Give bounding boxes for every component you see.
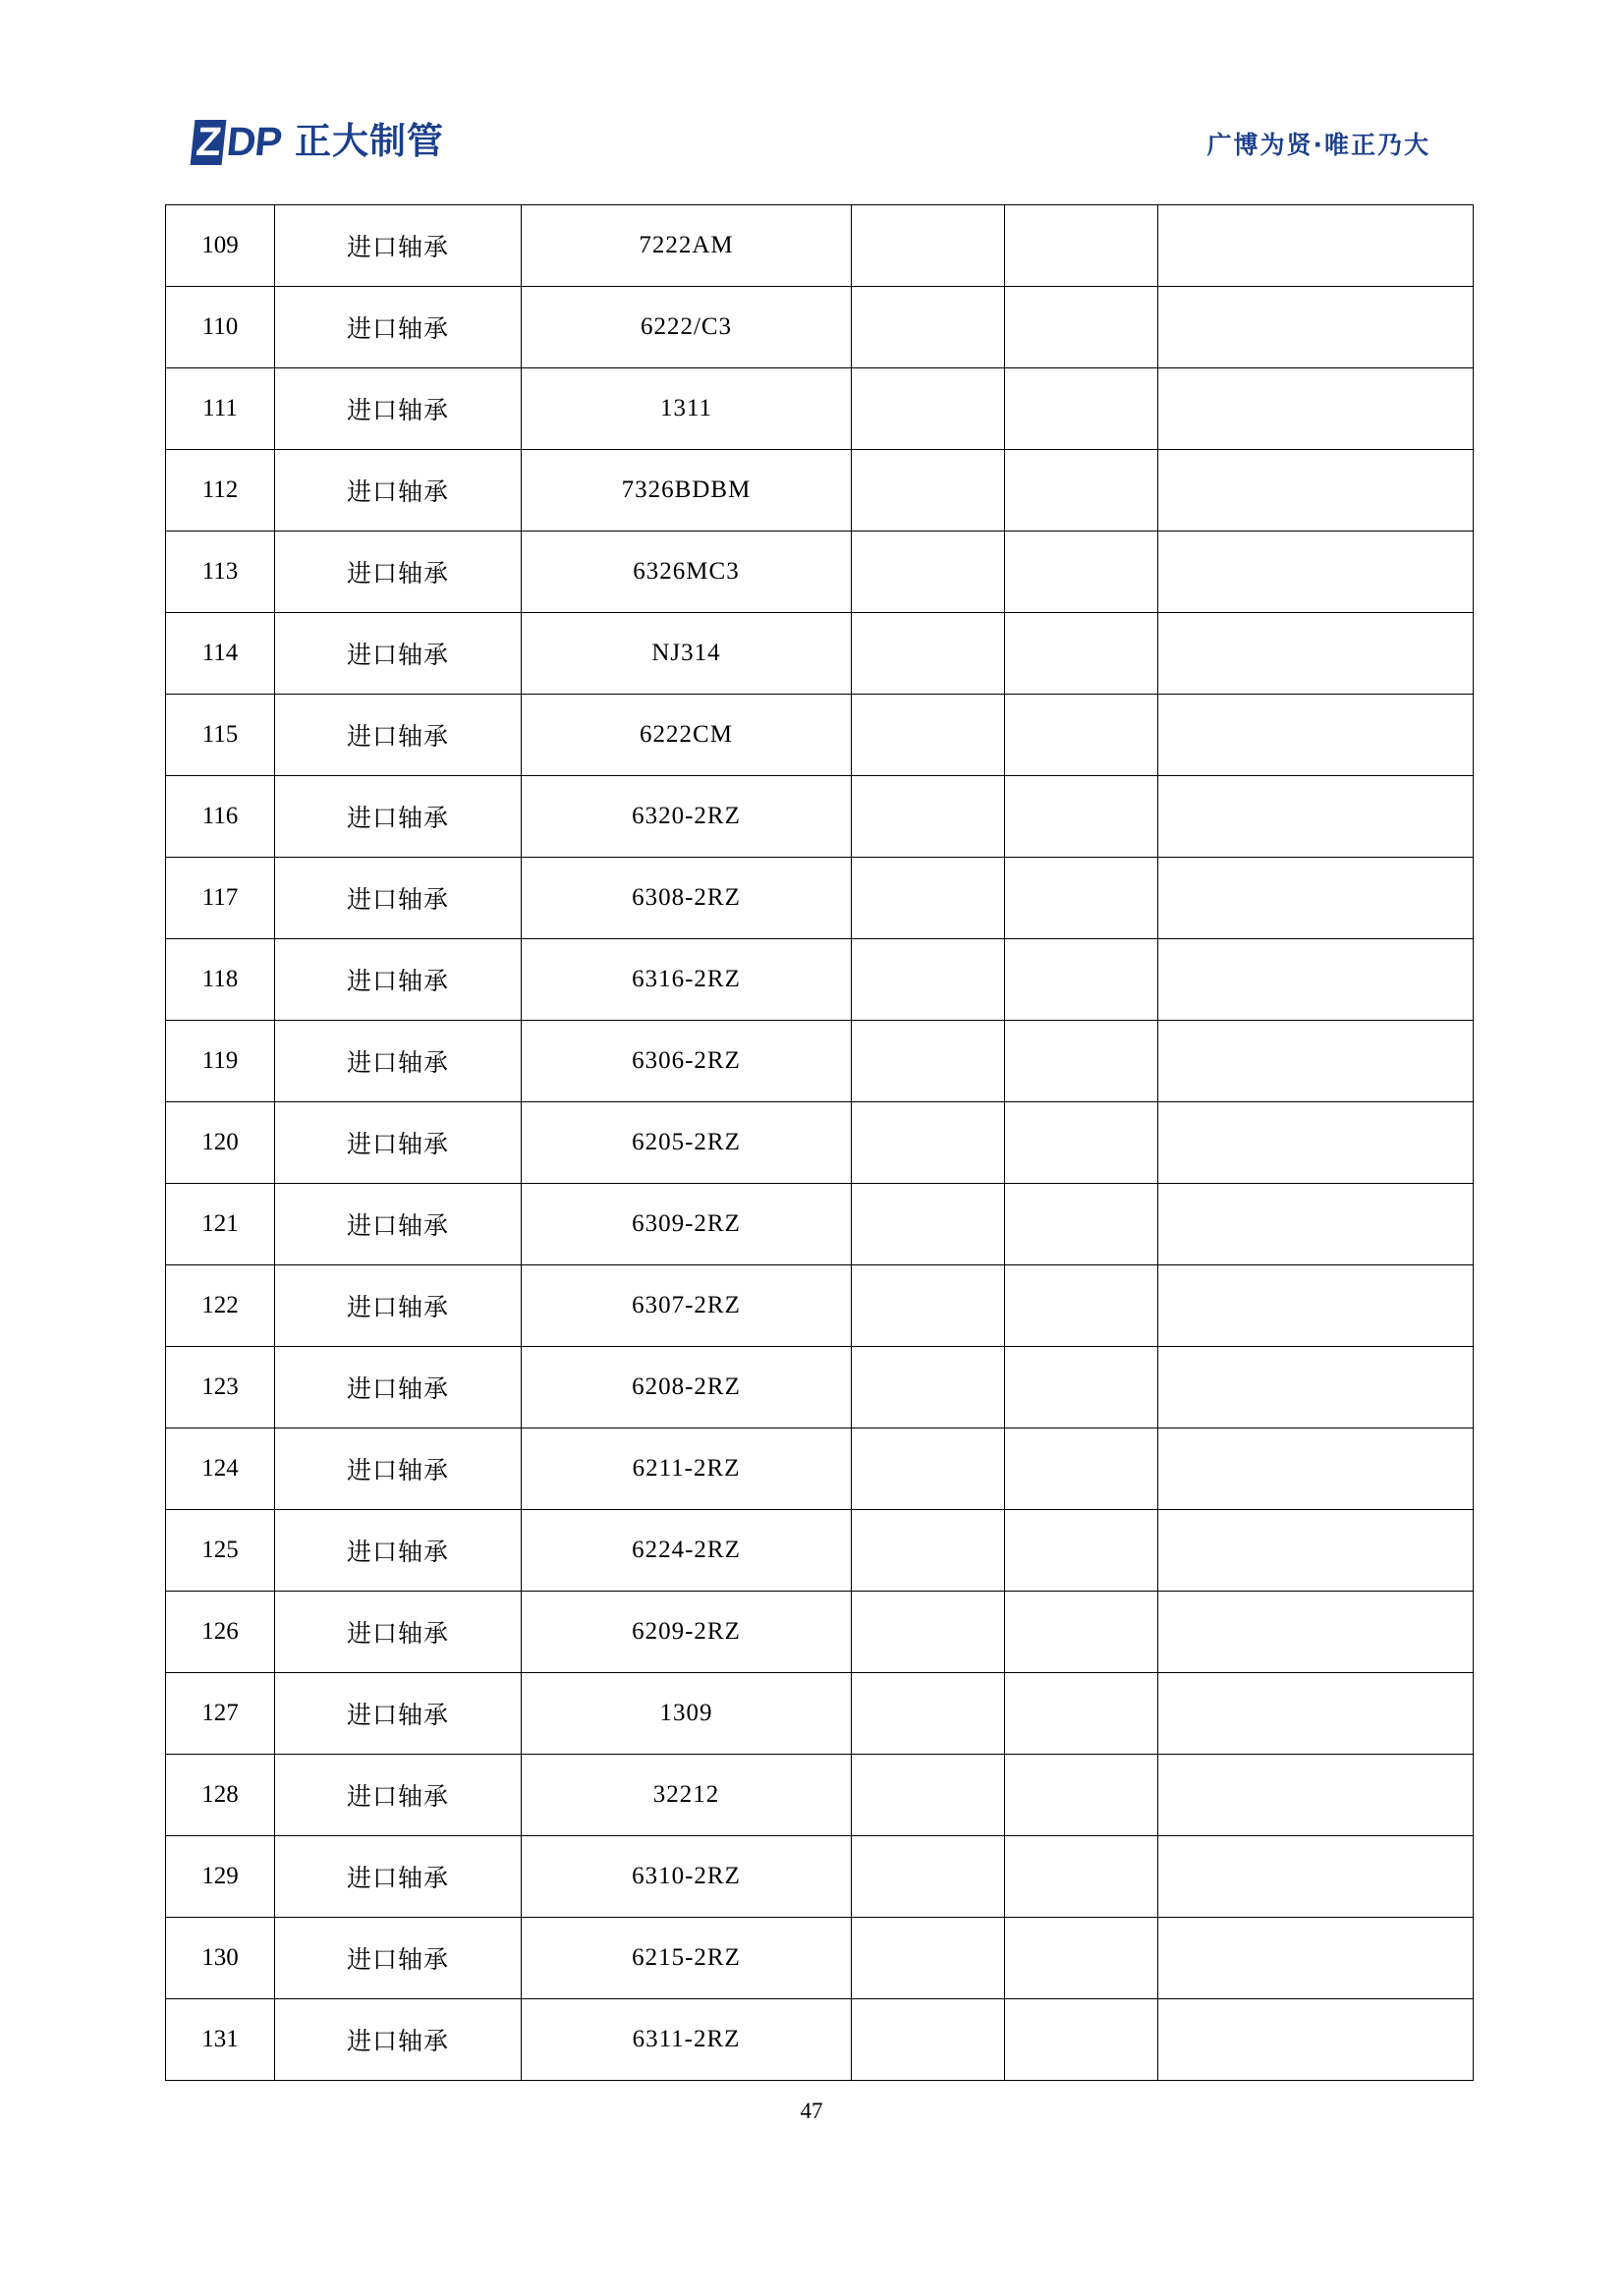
row-empty-1 — [852, 1755, 1005, 1836]
row-model: NJ314 — [522, 613, 852, 695]
table-row — [166, 613, 1474, 695]
row-name: 进口轴承 — [275, 613, 522, 695]
row-empty-3 — [1158, 1021, 1474, 1102]
row-empty-2 — [1005, 1918, 1158, 1999]
row-model: 6209-2RZ — [522, 1592, 852, 1673]
table-row — [166, 1021, 1474, 1102]
row-index: 118 — [166, 939, 275, 1021]
row-empty-2 — [1005, 1102, 1158, 1184]
row-empty-1 — [852, 532, 1005, 613]
row-empty-3 — [1158, 205, 1474, 287]
row-model: 6224-2RZ — [522, 1510, 852, 1592]
row-empty-1 — [852, 1021, 1005, 1102]
row-index: 117 — [166, 858, 275, 939]
row-index: 116 — [166, 776, 275, 858]
row-name: 进口轴承 — [275, 368, 522, 450]
row-empty-3 — [1158, 695, 1474, 776]
row-name: 进口轴承 — [275, 532, 522, 613]
table-row — [166, 1184, 1474, 1265]
row-empty-2 — [1005, 1836, 1158, 1918]
row-empty-2 — [1005, 776, 1158, 858]
table-row — [166, 1510, 1474, 1592]
row-name: 进口轴承 — [275, 1673, 522, 1755]
logo-letter-z: Z — [191, 120, 227, 165]
table-row — [166, 858, 1474, 939]
row-name: 进口轴承 — [275, 858, 522, 939]
row-index: 131 — [166, 1999, 275, 2081]
row-empty-2 — [1005, 1510, 1158, 1592]
table-row — [166, 1836, 1474, 1918]
row-name: 进口轴承 — [275, 205, 522, 287]
row-empty-3 — [1158, 613, 1474, 695]
row-model: 6222/C3 — [522, 287, 852, 368]
row-name: 进口轴承 — [275, 1999, 522, 2081]
row-empty-3 — [1158, 776, 1474, 858]
row-empty-2 — [1005, 1265, 1158, 1347]
row-empty-2 — [1005, 1347, 1158, 1428]
row-name: 进口轴承 — [275, 695, 522, 776]
row-empty-2 — [1005, 1999, 1158, 2081]
row-empty-3 — [1158, 532, 1474, 613]
row-empty-1 — [852, 1918, 1005, 1999]
table-row — [166, 1999, 1474, 2081]
row-model: 32212 — [522, 1755, 852, 1836]
row-index: 109 — [166, 205, 275, 287]
row-model: 6326MC3 — [522, 532, 852, 613]
row-name: 进口轴承 — [275, 1102, 522, 1184]
row-model: 6208-2RZ — [522, 1347, 852, 1428]
row-empty-1 — [852, 858, 1005, 939]
row-model: 6320-2RZ — [522, 776, 852, 858]
row-empty-3 — [1158, 1102, 1474, 1184]
row-empty-2 — [1005, 695, 1158, 776]
row-index: 120 — [166, 1102, 275, 1184]
row-empty-3 — [1158, 1510, 1474, 1592]
row-name: 进口轴承 — [275, 1428, 522, 1510]
row-empty-1 — [852, 450, 1005, 532]
table-row — [166, 1755, 1474, 1836]
row-index: 128 — [166, 1755, 275, 1836]
row-empty-2 — [1005, 205, 1158, 287]
row-empty-3 — [1158, 1836, 1474, 1918]
row-name: 进口轴承 — [275, 1021, 522, 1102]
table-row — [166, 368, 1474, 450]
table-row — [166, 205, 1474, 287]
row-model: 6309-2RZ — [522, 1184, 852, 1265]
row-empty-3 — [1158, 1673, 1474, 1755]
page-number: 47 — [800, 2099, 823, 2123]
row-index: 112 — [166, 450, 275, 532]
row-empty-3 — [1158, 368, 1474, 450]
parts-table-body — [166, 205, 1474, 2081]
row-empty-1 — [852, 1673, 1005, 1755]
row-index: 126 — [166, 1592, 275, 1673]
row-empty-2 — [1005, 532, 1158, 613]
table-row — [166, 776, 1474, 858]
row-name: 进口轴承 — [275, 287, 522, 368]
row-empty-3 — [1158, 1265, 1474, 1347]
row-empty-1 — [852, 368, 1005, 450]
table-row — [166, 1673, 1474, 1755]
row-index: 115 — [166, 695, 275, 776]
row-model: 6211-2RZ — [522, 1428, 852, 1510]
row-empty-3 — [1158, 1592, 1474, 1673]
row-name: 进口轴承 — [275, 939, 522, 1021]
row-empty-3 — [1158, 858, 1474, 939]
row-index: 125 — [166, 1510, 275, 1592]
row-empty-1 — [852, 613, 1005, 695]
row-index: 123 — [166, 1347, 275, 1428]
row-empty-3 — [1158, 450, 1474, 532]
table-row — [166, 1347, 1474, 1428]
row-model: 6306-2RZ — [522, 1021, 852, 1102]
row-empty-2 — [1005, 939, 1158, 1021]
table-row — [166, 1918, 1474, 1999]
row-model: 6311-2RZ — [522, 1999, 852, 2081]
row-index: 130 — [166, 1918, 275, 1999]
row-name: 进口轴承 — [275, 1184, 522, 1265]
company-slogan: 广博为贤·唯正乃大 — [1206, 131, 1430, 159]
row-empty-2 — [1005, 1021, 1158, 1102]
row-empty-2 — [1005, 368, 1158, 450]
row-index: 113 — [166, 532, 275, 613]
row-empty-1 — [852, 1510, 1005, 1592]
table-row — [166, 450, 1474, 532]
parts-table-container — [165, 204, 1467, 2081]
row-empty-2 — [1005, 1184, 1158, 1265]
logo-company-name: 正大制管 — [295, 119, 445, 162]
row-index: 124 — [166, 1428, 275, 1510]
table-row — [166, 939, 1474, 1021]
row-name: 进口轴承 — [275, 1510, 522, 1592]
table-row — [166, 1428, 1474, 1510]
row-model: 6307-2RZ — [522, 1265, 852, 1347]
row-empty-1 — [852, 1428, 1005, 1510]
row-empty-1 — [852, 1184, 1005, 1265]
row-name: 进口轴承 — [275, 1836, 522, 1918]
row-index: 122 — [166, 1265, 275, 1347]
row-empty-1 — [852, 695, 1005, 776]
table-row — [166, 695, 1474, 776]
row-index: 110 — [166, 287, 275, 368]
row-name: 进口轴承 — [275, 1347, 522, 1428]
row-name: 进口轴承 — [275, 1755, 522, 1836]
row-empty-3 — [1158, 1347, 1474, 1428]
row-name: 进口轴承 — [275, 1918, 522, 1999]
row-model: 7326BDBM — [522, 450, 852, 532]
row-model: 1309 — [522, 1673, 852, 1755]
page-footer — [0, 2099, 1623, 2124]
row-empty-3 — [1158, 287, 1474, 368]
row-empty-3 — [1158, 1755, 1474, 1836]
row-empty-1 — [852, 1999, 1005, 2081]
row-model: 6222CM — [522, 695, 852, 776]
row-name: 进口轴承 — [275, 1265, 522, 1347]
table-row — [166, 532, 1474, 613]
row-empty-2 — [1005, 1755, 1158, 1836]
row-empty-1 — [852, 1265, 1005, 1347]
row-empty-2 — [1005, 613, 1158, 695]
row-empty-2 — [1005, 450, 1158, 532]
row-index: 111 — [166, 368, 275, 450]
row-empty-2 — [1005, 858, 1158, 939]
row-empty-3 — [1158, 939, 1474, 1021]
row-empty-1 — [852, 1592, 1005, 1673]
row-index: 121 — [166, 1184, 275, 1265]
row-empty-1 — [852, 287, 1005, 368]
row-empty-3 — [1158, 1184, 1474, 1265]
row-model: 6310-2RZ — [522, 1836, 852, 1918]
company-logo — [193, 120, 444, 165]
row-empty-2 — [1005, 1673, 1158, 1755]
row-model: 6308-2RZ — [522, 858, 852, 939]
page-header — [0, 116, 1623, 185]
row-empty-1 — [852, 1102, 1005, 1184]
row-empty-1 — [852, 776, 1005, 858]
row-empty-3 — [1158, 1999, 1474, 2081]
row-empty-2 — [1005, 1592, 1158, 1673]
row-index: 129 — [166, 1836, 275, 1918]
row-index: 127 — [166, 1673, 275, 1755]
row-empty-2 — [1005, 287, 1158, 368]
row-empty-3 — [1158, 1918, 1474, 1999]
logo-letters-dp: DP — [224, 119, 284, 164]
row-empty-2 — [1005, 1428, 1158, 1510]
row-name: 进口轴承 — [275, 776, 522, 858]
row-empty-1 — [852, 939, 1005, 1021]
row-empty-1 — [852, 1836, 1005, 1918]
table-row — [166, 1592, 1474, 1673]
row-name: 进口轴承 — [275, 1592, 522, 1673]
row-model: 7222AM — [522, 205, 852, 287]
row-model: 6316-2RZ — [522, 939, 852, 1021]
logo-mark-icon — [193, 119, 284, 165]
row-index: 114 — [166, 613, 275, 695]
parts-table — [165, 204, 1474, 2081]
row-empty-1 — [852, 205, 1005, 287]
row-name: 进口轴承 — [275, 450, 522, 532]
row-empty-3 — [1158, 1428, 1474, 1510]
row-model: 6205-2RZ — [522, 1102, 852, 1184]
row-model: 1311 — [522, 368, 852, 450]
row-empty-1 — [852, 1347, 1005, 1428]
table-row — [166, 1102, 1474, 1184]
table-row — [166, 1265, 1474, 1347]
table-row — [166, 287, 1474, 368]
row-index: 119 — [166, 1021, 275, 1102]
row-model: 6215-2RZ — [522, 1918, 852, 1999]
